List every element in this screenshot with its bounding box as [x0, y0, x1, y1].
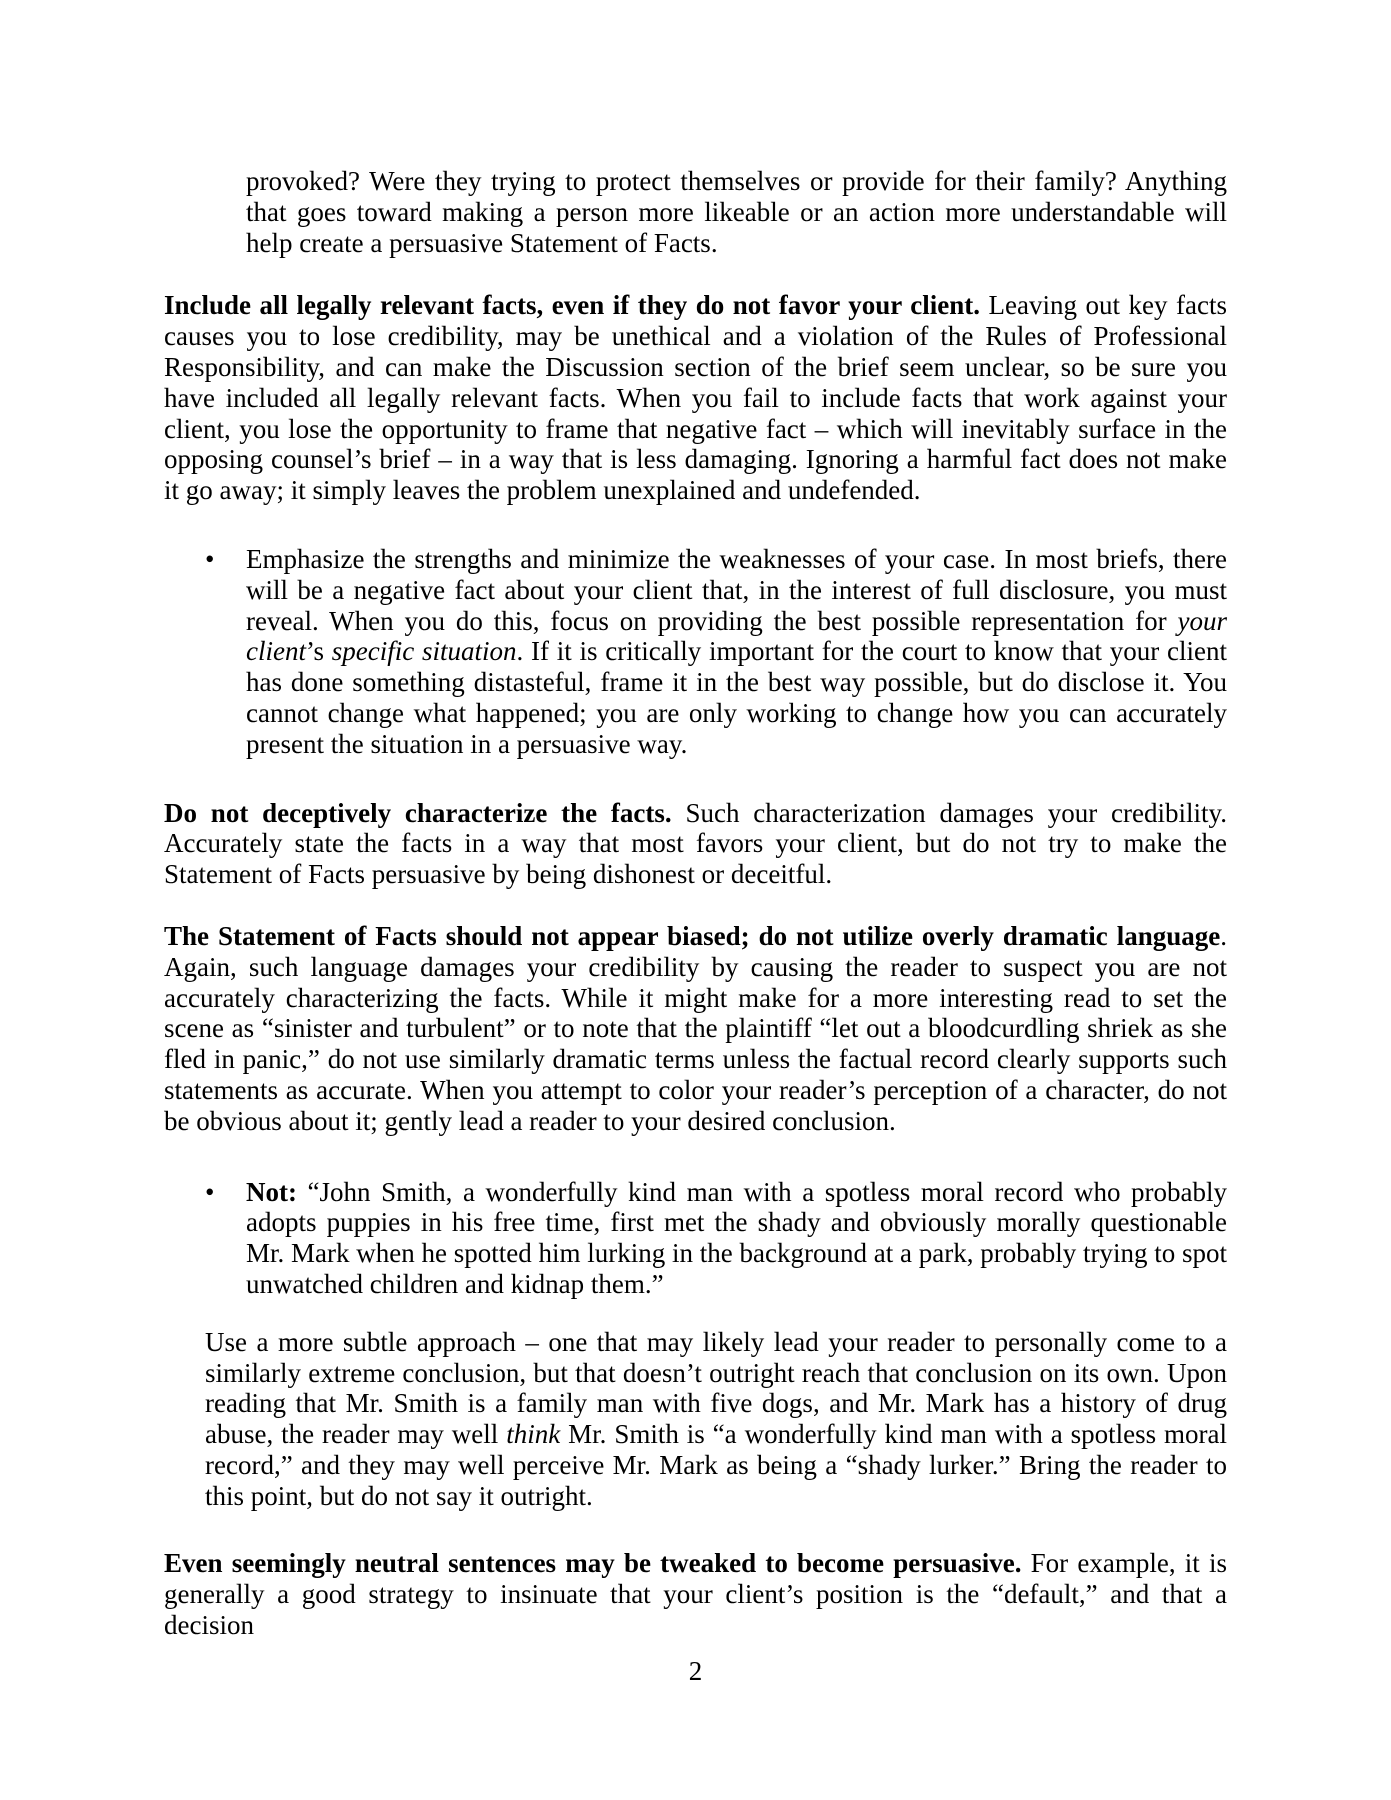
indented-paragraph — [205, 1327, 1227, 1512]
text-run: Emphasize the strengths and minimize the weaknesses of your case. In most briefs, there will be a negative fact about your client that, in the interest of full disclosure, you must reveal. When you do this, focus on providing the best possible representation for — [246, 543, 1227, 636]
page-footer — [0, 1656, 1391, 1687]
bullet-list-item — [164, 1177, 1227, 1300]
continuation-paragraph — [246, 166, 1227, 258]
body-paragraph — [164, 1548, 1227, 1640]
bullet-list-item — [164, 544, 1227, 760]
text-run: . Again, such language damages your credibility by causing the reader to suspect you are not accurately characterizing the facts. While it might make for a more interesting read to set the scene as “sinister and turbulent” or to note that the plaintiff “let out a bloodcurdling shriek as she fled in panic,” do not use similarly dramatic terms unless the factual record clearly supports such statements as accurate. When you attempt to color your reader’s perception of a character, do not be obvious about it; gently lead a reader to your desired conclusion. — [164, 920, 1227, 1136]
page-number: 2 — [688, 1656, 703, 1686]
body-paragraph — [164, 290, 1227, 506]
text-run: ’s — [305, 636, 332, 667]
italic-run: think — [506, 1419, 561, 1450]
text-run: provoked? Were they trying to protect themselves or provide for their family? Anything that goes toward making a person more likeable or an action more understandable will help create a persuasive Statement of Facts. — [246, 166, 1227, 258]
text-run: Such characterization damages your credibility. Accurately state the facts in a way that most favors your client, but do not try to make the Statement of Facts persuasive by being dishonest or deceitful. — [164, 797, 1227, 890]
text-run: . If it is critically important for the court to know that your client has done something distasteful, frame it in the best way possible, but do disclose it. You cannot change what happened; you are only working to change how you can accurately present the situation in a persuasive way. — [246, 636, 1227, 759]
body-paragraph — [164, 798, 1227, 890]
bold-lead-in: Even seemingly neutral sentences may be tweaked to become persuasive. — [164, 1548, 1022, 1579]
text-run: Use a more subtle approach – one that may likely lead your reader to personally come to a similarly extreme conclusion, but that doesn’t outright reach that conclusion on its own. Upon reading that Mr. Smith is a family man with five dogs, and Mr. Mark has a history of drug abuse, the reader may well — [205, 1326, 1227, 1450]
bold-lead-in: The Statement of Facts should not appear biased; do not utilize overly dramatic language — [164, 920, 1221, 951]
text-run: For example, it is generally a good strategy to insinuate that your client’s position is the “default,” and that a decision — [164, 1548, 1227, 1641]
bold-lead-in: Not: — [246, 1176, 297, 1207]
page-body — [164, 166, 1227, 1641]
italic-run: your client — [246, 605, 1227, 667]
text-run: Leaving out key facts causes you to lose credibility, may be unethical and a violation of the Rules of Professional Responsibility, and can make the Discussion section of the brief seem unclear, so be sure you have included all legally relevant facts. When you fail to include facts that work against your client, you lose the opportunity to frame that negative fact – which will inevitably surface in the opposing counsel’s brief – in a way that is less damaging. Ignoring a harmful fact does not make it go away; it simply leaves the problem unexplained and undefended. — [164, 290, 1227, 506]
bold-lead-in: Include all legally relevant facts, even if they do not favor your client. — [164, 290, 981, 321]
bullet-icon: • — [205, 1176, 215, 1207]
text-run: Mr. Smith is “a wonderfully kind man with a spotless moral record,” and they may well perceive Mr. Mark as being a “shady lurker.” Bring the reader to this point, but do not say it outright. — [205, 1419, 1227, 1511]
body-paragraph — [164, 921, 1227, 1137]
italic-run: specific situation — [331, 636, 517, 667]
text-run: “John Smith, a wonderfully kind man with a spotless moral record who probably adopts puppies in his free time, first met the shady and obviously morally questionable Mr. Mark when he spotted him lurking in the background at a park, probably trying to spot unwatched children and kidnap them.” — [246, 1176, 1227, 1299]
bullet-icon: • — [205, 543, 215, 574]
bold-lead-in: Do not deceptively characterize the facts. — [164, 797, 672, 828]
